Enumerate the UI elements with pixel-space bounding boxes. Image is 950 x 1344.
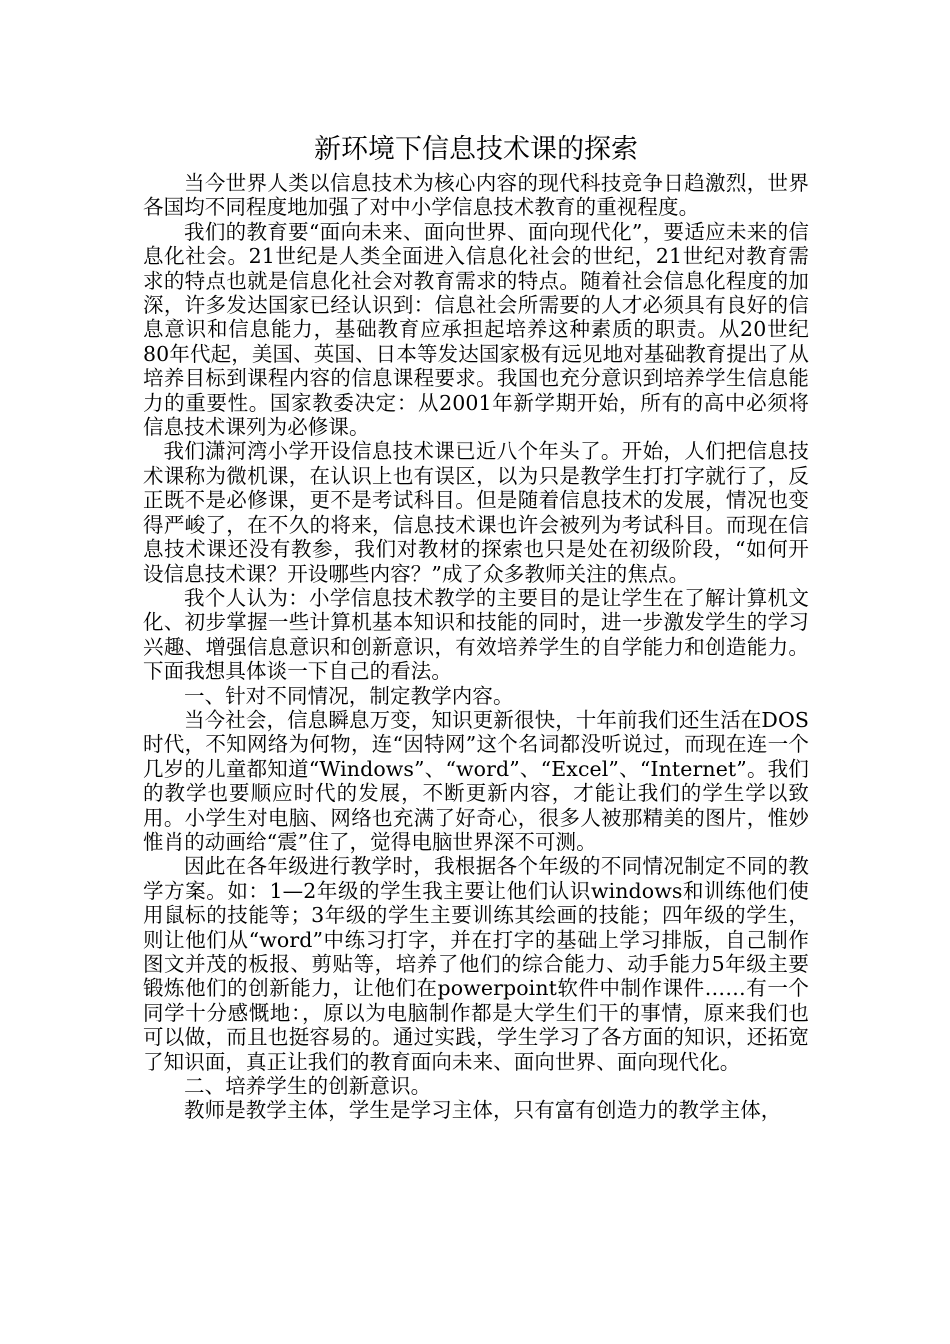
- section-heading-1: 一、针对不同情况，制定教学内容。: [184, 683, 514, 708]
- document-page: [143, 130, 809, 1123]
- document-title: 新环境下信息技术课的探索: [314, 134, 638, 165]
- paragraph-teacher-student: 教师是教学主体，学生是学习主体，只有富有创造力的教学主体，: [184, 1098, 782, 1123]
- paragraph-intro: 当今世界人类以信息技术为核心内容的现代科技竞争日趋激烈，世界各国均不同程度地加强了对中小学信息技术教育的重视程度。: [143, 171, 809, 220]
- paragraph-personal-view: 我个人认为：小学信息技术教学的主要目的是让学生在了解计算机文化、初步掌握一些计算机基本知识和技能的同时，进一步激发学生的学习兴趣、增强信息意识和创新意识，有效培养学生的自学能力和创造能力。下面我想具体谈一下自己的看法。: [143, 585, 809, 684]
- paragraph-grade-plans: 因此在各年级进行教学时，我根据各个年级的不同情况制定不同的教学方案。如：1—2年级的学生我主要让他们认识windows和训练他们使用鼠标的技能等；3年级的学生主要训练其绘画的技能；四年级的学生，则让他们从“word”中练习打字，并在打字的基础上学习排版，自己制作图文并茂的板报、剪贴等，培养了他们的综合能力、动手能力5年级主要锻炼他们的创新能力，让他们在powerpoint软件中制作课件……有一个同学十分感慨地：，原以为电脑制作都是大学生们干的事情，原来我们也可以做，而且也挺容易的。通过实践，学生学习了各方面的知识，还拓宽了知识面，真正让我们的教育面向未来、面向世界、面向现代化。: [143, 854, 809, 1074]
- paragraph-education-goals: 我们的教育要“面向未来、面向世界、面向现代化”，要适应未来的信息化社会。21世纪是人类全面进入信息化社会的世纪，21世纪对教育需求的特点也就是信息化社会对教育需求的特点。随着社会信息化程度的加深，许多发达国家已经认识到：信息社会所需要的人才必须具有良好的信息意识和信息能力，基础教育应承担起培养这种素质的职责。从20世纪80年代起，美国、英国、日本等发达国家极有远见地对基础教育提出了从培养目标到课程内容的信息课程要求。我国也充分意识到培养学生信息能力的重要性。国家教委决定：从2001年新学期开始，所有的高中必须将信息技术课列为必修课。: [143, 219, 809, 440]
- paragraph-school-history: 我们潇河湾小学开设信息技术课已近八个年头了。开始，人们把信息技术课称为微机课，在认识上也有误区，以为只是教学生打打字就行了，反正既不是必修课，更不是考试科目。但是随着信息技术的发展，情况也变得严峻了，在不久的将来，信息技术课也许会被列为考试科目。而现在信息技术课还没有教参，我们对教材的探索也只是处在初级阶段，“如何开设信息技术课？开设哪些内容？”成了众多教师关注的焦点。: [143, 439, 809, 586]
- paragraph-society-change: 当今社会，信息瞬息万变，知识更新很快，十年前我们还生活在DOS时代，不知网络为何物，连“因特网”这个名词都没听说过，而现在连一个几岁的儿童都知道“Windows”、“word”、“Excel”、“Internet”。我们的教学也要顺应时代的发展，不断更新内容，才能让我们的学生学以致用。小学生对电脑、网络也充满了好奇心，很多人被那精美的图片，惟妙惟肖的动画给“震”住了，觉得电脑世界深不可测。: [143, 707, 809, 854]
- section-heading-2: 二、培养学生的创新意识。: [184, 1074, 432, 1099]
